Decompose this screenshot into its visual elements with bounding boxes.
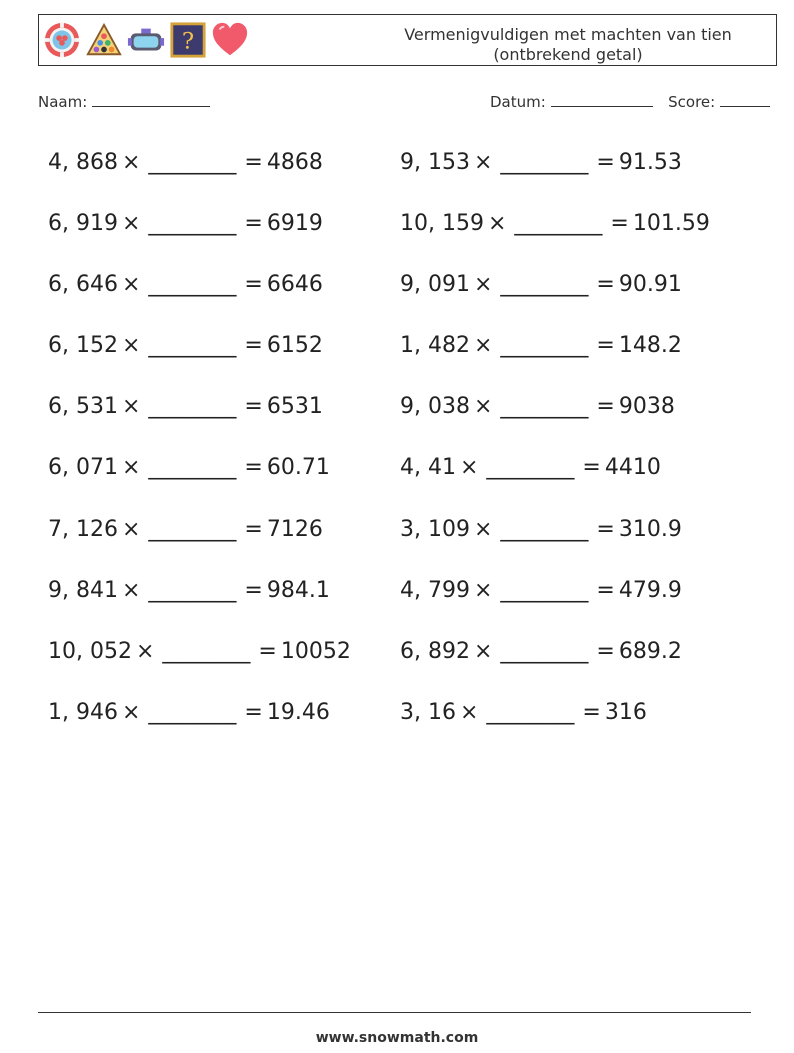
equals-symbol: = (596, 394, 615, 420)
answer-blank[interactable]: ________ (148, 516, 237, 542)
result: 4410 (604, 455, 661, 481)
result: 984.1 (266, 577, 330, 603)
problem-row (400, 449, 710, 510)
equals-symbol: = (596, 272, 615, 298)
operand: 3, 109 (400, 516, 470, 542)
result: 689.2 (618, 638, 682, 664)
name-blank[interactable] (92, 92, 210, 107)
times-symbol: × (473, 394, 493, 420)
operand: 9, 841 (48, 577, 118, 603)
operand: 4, 868 (48, 150, 118, 175)
equals-symbol: = (244, 272, 263, 298)
icon-row (43, 21, 249, 61)
problem-row (48, 205, 351, 266)
answer-blank[interactable]: ________ (148, 150, 237, 175)
footer-divider (38, 1012, 751, 1013)
answer-blank[interactable]: ________ (500, 150, 589, 175)
name-label: Naam: (38, 93, 88, 111)
answer-blank[interactable]: ________ (500, 272, 589, 298)
equals-symbol: = (244, 333, 263, 359)
times-symbol: × (121, 516, 141, 542)
title-line-1: Vermenigvuldigen met machten van tien (404, 25, 732, 44)
problem-row (400, 266, 710, 327)
answer-blank[interactable]: ________ (500, 577, 589, 603)
result: 6646 (266, 272, 323, 298)
score-blank[interactable] (720, 92, 770, 107)
vr-headset-icon (127, 21, 165, 59)
equals-symbol: = (596, 638, 615, 664)
times-symbol: × (473, 516, 493, 542)
operand: 9, 153 (400, 150, 470, 175)
equals-symbol: = (596, 516, 615, 542)
equals-symbol: = (244, 211, 263, 237)
result: 310.9 (618, 516, 682, 542)
equals-symbol: = (244, 577, 263, 603)
times-symbol: × (121, 577, 141, 603)
equals-symbol: = (610, 211, 629, 237)
equals-symbol: = (244, 394, 263, 420)
answer-blank[interactable]: ________ (148, 394, 237, 420)
times-symbol: × (135, 638, 155, 664)
problem-row (48, 266, 351, 327)
answer-blank[interactable]: ________ (486, 699, 575, 725)
answer-blank[interactable]: ________ (148, 699, 237, 725)
operand: 9, 038 (400, 394, 470, 420)
equals-symbol: = (244, 150, 263, 175)
operand: 3, 16 (400, 699, 456, 725)
date-blank[interactable] (551, 92, 653, 107)
problem-row (400, 572, 710, 633)
operand: 1, 946 (48, 699, 118, 725)
times-symbol: × (473, 150, 493, 175)
name-field (38, 92, 210, 111)
question-box-icon (169, 21, 207, 59)
result: 148.2 (618, 333, 682, 359)
answer-blank[interactable]: ________ (514, 211, 603, 237)
problem-row (48, 327, 351, 388)
problem-row (48, 633, 351, 694)
result: 19.46 (266, 699, 330, 725)
answer-blank[interactable]: ________ (486, 455, 575, 481)
answer-blank[interactable]: ________ (500, 333, 589, 359)
result: 479.9 (618, 577, 682, 603)
operand: 4, 799 (400, 577, 470, 603)
equals-symbol: = (244, 516, 263, 542)
problem-row (48, 572, 351, 633)
svg-text:?: ? (181, 28, 195, 55)
problem-row (400, 327, 710, 388)
times-symbol: × (487, 211, 507, 237)
answer-blank[interactable]: ________ (148, 211, 237, 237)
problem-row (400, 633, 710, 694)
times-symbol: × (459, 699, 479, 725)
operand: 10, 159 (400, 211, 484, 237)
problem-row (400, 511, 710, 572)
problems-left-column (48, 144, 351, 755)
poker-chip-icon (43, 21, 81, 59)
times-symbol: × (473, 333, 493, 359)
header-box (38, 14, 777, 66)
result: 316 (604, 699, 647, 725)
operand: 7, 126 (48, 516, 118, 542)
result: 6531 (266, 394, 323, 420)
times-symbol: × (473, 577, 493, 603)
equals-symbol: = (596, 333, 615, 359)
footer-url: www.snowmath.com (315, 1030, 479, 1046)
times-symbol: × (121, 455, 141, 481)
result: 7126 (266, 516, 323, 542)
times-symbol: × (121, 211, 141, 237)
date-score-fields (490, 92, 770, 111)
problems-right-column (400, 144, 710, 755)
heart-icon (211, 21, 249, 59)
result: 6919 (266, 211, 323, 237)
operand: 9, 091 (400, 272, 470, 298)
operand: 4, 41 (400, 455, 456, 481)
date-label: Datum: (490, 93, 546, 111)
answer-blank[interactable]: ________ (500, 394, 589, 420)
answer-blank[interactable]: ________ (500, 638, 589, 664)
problem-row (48, 449, 351, 510)
operand: 10, 052 (48, 638, 132, 664)
result: 10052 (280, 638, 351, 664)
equals-symbol: = (596, 150, 615, 175)
times-symbol: × (459, 455, 479, 481)
equals-symbol: = (582, 455, 601, 481)
equals-symbol: = (244, 699, 263, 725)
times-symbol: × (473, 272, 493, 298)
equals-symbol: = (582, 699, 601, 725)
result: 60.71 (266, 455, 330, 481)
equals-symbol: = (244, 455, 263, 481)
problem-row (48, 511, 351, 572)
answer-blank[interactable]: ________ (148, 577, 237, 603)
operand: 6, 919 (48, 211, 118, 237)
answer-blank[interactable]: ________ (500, 516, 589, 542)
result: 101.59 (632, 211, 710, 237)
times-symbol: × (121, 394, 141, 420)
problem-row (48, 144, 351, 205)
problem-row (48, 388, 351, 449)
worksheet-title (388, 25, 748, 65)
times-symbol: × (473, 638, 493, 664)
problem-row (400, 388, 710, 449)
result: 6152 (266, 333, 323, 359)
operand: 1, 482 (400, 333, 470, 359)
result: 4868 (266, 150, 323, 175)
result: 9038 (618, 394, 675, 420)
answer-blank[interactable]: ________ (148, 272, 237, 298)
billiard-rack-icon (85, 21, 123, 59)
operand: 6, 531 (48, 394, 118, 420)
problem-row (48, 694, 351, 755)
result: 91.53 (618, 150, 682, 175)
operand: 6, 071 (48, 455, 118, 481)
times-symbol: × (121, 150, 141, 175)
equals-symbol: = (596, 577, 615, 603)
problem-row (400, 694, 710, 755)
problem-row (400, 205, 710, 266)
operand: 6, 892 (400, 638, 470, 664)
times-symbol: × (121, 272, 141, 298)
answer-blank[interactable]: ________ (148, 455, 237, 481)
result: 90.91 (618, 272, 682, 298)
times-symbol: × (121, 699, 141, 725)
answer-blank[interactable]: ________ (162, 638, 251, 664)
score-label: Score: (668, 93, 716, 111)
problem-row (400, 144, 710, 205)
times-symbol: × (121, 333, 141, 359)
title-line-2: (ontbrekend getal) (493, 45, 643, 64)
equals-symbol: = (258, 638, 277, 664)
answer-blank[interactable]: ________ (148, 333, 237, 359)
operand: 6, 646 (48, 272, 118, 298)
operand: 6, 152 (48, 333, 118, 359)
